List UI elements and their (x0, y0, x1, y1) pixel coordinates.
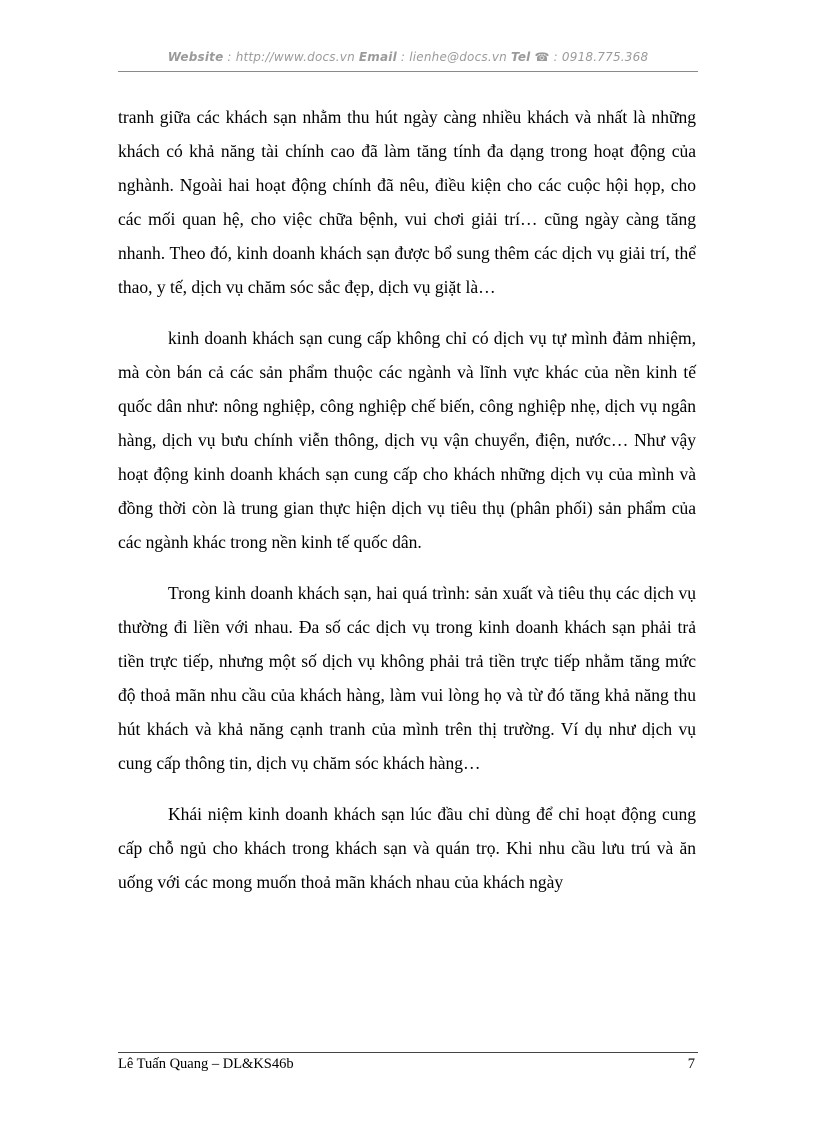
website-label: Website (167, 50, 224, 64)
page-number: 7 (687, 1056, 695, 1072)
footer-divider (118, 1052, 698, 1053)
header-divider (118, 71, 698, 72)
paragraph-2: kinh doanh khách sạn cung cấp không chỉ có dịch vụ tự mình đảm nhiệm, mà còn bán cả các sản phẩm thuộc các ngành và lĩnh vực khác của nền kinh tế quốc dân như: nông nghiệp, công nghiệp chế biến, công nghiệp nhẹ, dịch vụ ngân hàng, dịch vụ bưu chính viễn thông, dịch vụ vận chuyển, điện, nước… Như vậy hoạt động kinh doanh khách sạn cung cấp cho khách những dịch vụ của mình và đồng thời còn là trung gian thực hiện dịch vụ tiêu thụ (phân phối) sản phẩm của các ngành khác trong nền kinh tế quốc dân. (118, 328, 696, 552)
phone-icon: ☎ (534, 50, 550, 64)
paragraph-4: Khái niệm kinh doanh khách sạn lúc đầu chỉ dùng để chỉ hoạt động cung cấp chỗ ngủ cho khách trong khách sạn và quán trọ. Khi nhu cầu lưu trú và ăn uống với các mong muốn thoả mãn khách nhau của khách ngày (118, 804, 696, 892)
email-address: : lienhe@docs.vn (396, 50, 511, 64)
email-label: Email (358, 50, 397, 64)
page-header (118, 50, 698, 64)
tel-label: Tel (510, 50, 531, 64)
paragraph-1: tranh giữa các khách sạn nhằm thu hút ngày càng nhiều khách và nhất là những khách có khả năng tài chính cao đã làm tăng tính đa dạng trong hoạt động của nghành. Ngoài hai hoạt động chính đã nêu, điều kiện cho các cuộc hội họp, cho các mối quan hệ, cho việc chữa bệnh, vui chơi giải trí… cũng ngày càng tăng nhanh. Theo đó, kinh doanh khách sạn được bổ sung thêm các dịch vụ giải trí, thể thao, y tế, dịch vụ chăm sóc sắc đẹp, dịch vụ giặt là… (118, 107, 696, 297)
paragraph-3: Trong kinh doanh khách sạn, hai quá trình: sản xuất và tiêu thụ các dịch vụ thường đi liền với nhau. Đa số các dịch vụ trong kinh doanh khách sạn phải trả tiền trực tiếp, nhưng một số dịch vụ không phải trả tiền trực tiếp nhằm tăng mức độ thoả mãn nhu cầu của khách hàng, làm vui lòng họ và từ đó tăng khả năng thu hút khách và khả năng cạnh tranh của mình trên thị trường. Ví dụ như dịch vụ cung cấp thông tin, dịch vụ chăm sóc khách hàng… (118, 583, 696, 773)
website-url: : http://www.docs.vn (223, 50, 359, 64)
phone-number: : 0918.775.368 (549, 50, 649, 64)
document-body (118, 100, 696, 916)
footer-author: Lê Tuấn Quang – DL&KS46b (118, 1056, 294, 1072)
